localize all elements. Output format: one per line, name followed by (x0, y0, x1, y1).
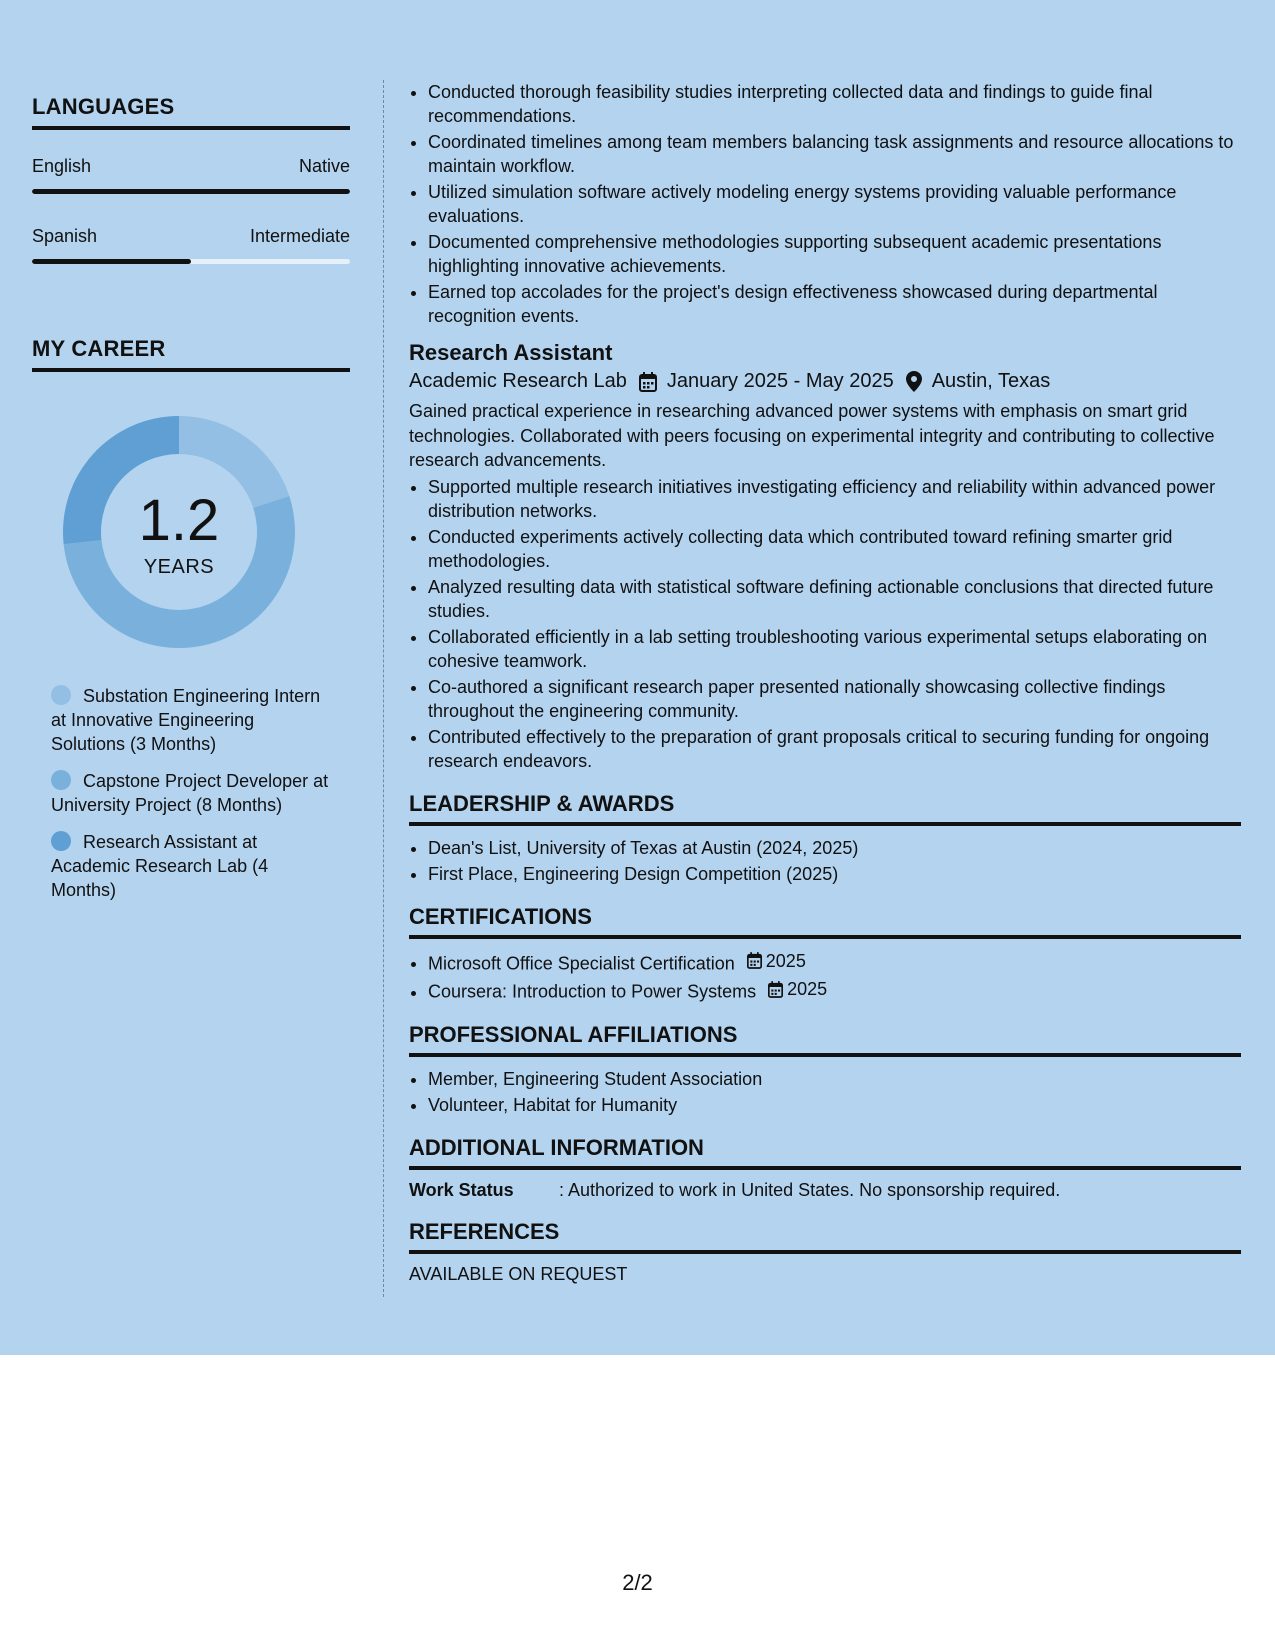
column-divider (383, 80, 384, 1297)
career-total-unit: YEARS (143, 555, 215, 578)
list-item: • Coordinated timelines among team members balancing task assignments and resource allocations to maintain workflow. (428, 130, 1241, 178)
leadership-list (409, 836, 1241, 886)
language-name: English (32, 156, 92, 176)
legend-item (51, 684, 331, 756)
language-proficiency-bar (32, 189, 350, 194)
work-status-value: : Authorized to work in United States. No sponsorship required. (559, 1179, 1061, 1200)
list-item: • Dean's List, University of Texas at Austin (2024, 2025) (428, 836, 1241, 860)
language-proficiency-bar (32, 259, 350, 264)
list-item: • Volunteer, Habitat for Humanity (428, 1093, 1241, 1117)
list-item: • Contributed effectively to the preparation of grant proposals critical to securing funding for ongoing research endeavors. (428, 725, 1241, 773)
list-item: • Supported multiple research initiatives investigating efficiency and reliability within advanced power distribution networks. (428, 475, 1241, 523)
certifications-list (409, 949, 1241, 1004)
work-status-label: Work Status (409, 1179, 514, 1200)
sidebar (32, 94, 350, 915)
language-level: Intermediate (249, 226, 350, 246)
career-heading: MY CAREER (32, 336, 350, 372)
legend-dot (51, 685, 71, 705)
job-bullets (409, 475, 1241, 773)
language-name: Spanish (32, 226, 98, 246)
list-item: • Documented comprehensive methodologies supporting subsequent academic presentations highlighting innovative achievements. (428, 230, 1241, 278)
career-legend (51, 684, 331, 902)
list-item: • Conducted experiments actively collecting data which contributed toward refining smarter grid methodologies. (428, 525, 1241, 573)
location-pin-icon (906, 371, 922, 392)
calendar-icon (639, 372, 657, 392)
language-level: Native (298, 156, 350, 176)
legend-label: Research Assistant at Academic Research Lab (4 Months) (51, 832, 269, 900)
list-item: • Collaborated efficiently in a lab setting troubleshooting various experimental setups elaborating on cohesive teamwork. (428, 625, 1241, 673)
list-item: • Member, Engineering Student Association (428, 1067, 1241, 1091)
job-description: Gained practical experience in researching advanced power systems with emphasis on smart grid technologies. Collaborated with peers focusing on experimental integrity and contributing to collective research advancements. (409, 401, 1215, 470)
certification-name: Coursera: Introduction to Power Systems (428, 981, 757, 1002)
additional-info-heading: ADDITIONAL INFORMATION (409, 1135, 1241, 1170)
languages-heading: LANGUAGES (32, 94, 350, 130)
calendar-icon (768, 981, 783, 998)
job-dates: January 2025 - May 2025 (666, 370, 894, 392)
list-item: • First Place, Engineering Design Competition (2025) (428, 862, 1241, 886)
list-item: • Earned top accolades for the project's design effectiveness showcased during departmental recognition events. (428, 280, 1241, 328)
legend-dot (51, 831, 71, 851)
list-item: • Analyzed resulting data with statistical software defining actionable conclusions that directed future studies. (428, 575, 1241, 623)
references-text: AVAILABLE ON REQUEST (409, 1263, 628, 1284)
career-donut-chart (63, 416, 295, 648)
language-proficiency-fill (32, 259, 191, 264)
references-heading: REFERENCES (409, 1219, 1241, 1254)
affiliations-heading: PROFESSIONAL AFFILIATIONS (409, 1022, 1241, 1057)
legend-item (51, 830, 331, 902)
certification-year: 2025 (787, 979, 828, 999)
work-status-row (409, 1180, 1241, 1201)
calendar-icon (747, 952, 762, 969)
job-location: Austin, Texas (931, 370, 1051, 392)
language-item (32, 226, 350, 264)
certification-name: Microsoft Office Specialist Certification (428, 953, 735, 973)
legend-dot (51, 770, 71, 790)
language-item (32, 156, 350, 194)
legend-label: Capstone Project Developer at University Project (8 Months) (51, 771, 329, 815)
job-title: Research Assistant (409, 340, 613, 365)
page-number: 2/2 (622, 1570, 653, 1595)
main-content (409, 80, 1241, 1285)
job-meta (409, 370, 1241, 393)
list-item (428, 949, 1241, 976)
list-item: • Conducted thorough feasibility studies interpreting collected data and findings to guide final recommendations. (428, 80, 1241, 128)
job-company: Academic Research Lab (409, 370, 627, 392)
legend-item (51, 769, 331, 817)
list-item: • Co-authored a significant research paper presented nationally showcasing collective findings throughout the engineering community. (428, 675, 1241, 723)
previous-job-bullets (409, 80, 1241, 328)
certification-year: 2025 (765, 950, 806, 971)
language-proficiency-fill (32, 189, 350, 194)
list-item: • Utilized simulation software actively modeling energy systems providing valuable performance evaluations. (428, 180, 1241, 228)
certifications-heading: CERTIFICATIONS (409, 904, 1241, 939)
legend-label: Substation Engineering Intern at Innovative Engineering Solutions (3 Months) (51, 686, 321, 754)
affiliations-list (409, 1067, 1241, 1117)
leadership-heading: LEADERSHIP & AWARDS (409, 791, 1241, 826)
list-item (428, 977, 1241, 1004)
career-total-value: 1.2 (138, 487, 220, 553)
